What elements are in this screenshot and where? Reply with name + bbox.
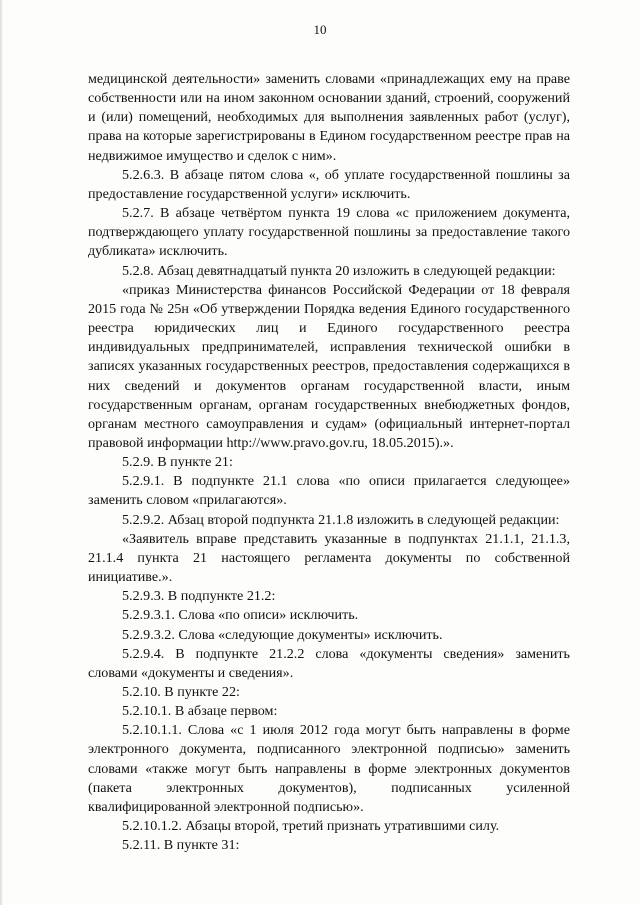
paragraph: 5.2.9.1. В подпункте 21.1 слова «по описи прилагается следующее» заменить словом «прилагаются». [88, 473, 570, 509]
paragraph: 5.2.7. В абзаце четвёртом пункта 19 слова «с приложением документа, подтверждающего уплату государственной пошлины за предоставление такого дубликата» исключить. [88, 205, 570, 260]
paragraph: 5.2.10.1. В абзаце первом: [122, 703, 278, 720]
paragraph: 5.2.9.3. В подпункте 21.2: [122, 588, 276, 605]
paragraph: «Заявитель вправе представить указанные в подпунктах 21.1.1, 21.1.3, 21.1.4 пункта 21 настоящего регламента документы по собственной инициативе.». [88, 530, 570, 586]
paragraph: 5.2.11. В пункте 31: [122, 837, 240, 854]
paragraph: 5.2.10.1.1. Слова «с 1 июля 2012 года могут быть направлены в форме электронного документа, подписанного электронной подписью» заменить словами «также могут быть направлены в форме электронных документов (пакета электронных документов), подписанных усиленной квалифицированной электронной подписью». [88, 722, 570, 815]
paragraph: 5.2.8. Абзац девятнадцатый пункта 20 изложить в следующей редакции: [122, 262, 556, 279]
paragraph: 5.2.9. В пункте 21: [122, 454, 233, 471]
paragraph: 5.2.9.3.2. Слова «следующие документы» исключить. [122, 626, 443, 643]
paragraph: 5.2.6.3. В абзаце пятом слова «, об уплате государственной пошлины за предоставление государственной услуги» исключить. [88, 166, 570, 202]
paragraph: 5.2.9.3.1. Слова «по описи» исключить. [122, 607, 359, 624]
scan-edge [0, 0, 3, 905]
paragraph: 5.2.9.4. В подпункте 21.2.2 слова «документы сведения» заменить словами «документы и сведения». [88, 645, 570, 681]
paragraph: 5.2.9.2. Абзац второй подпункта 21.1.8 изложить в следующей редакции: [122, 511, 560, 528]
paragraph: медицинской деятельности» заменить словами «принадлежащих ему на праве собственности или на ином законном основании зданий, строений, сооружений и (или) помещений, необходимых для выполнения заявленных работ (услуг), права на которые зарегистрированы в Едином государственном реестре прав на недвижимое имущество и сделок с ним». [88, 71, 570, 164]
paragraph: 5.2.10.1.2. Абзацы второй, третий признать утратившими силу. [122, 818, 500, 835]
document-body [88, 70, 570, 855]
paragraph: 5.2.10. В пункте 22: [122, 684, 240, 700]
page-number: 10 [313, 22, 327, 37]
paragraph: «приказ Министерства финансов Российской Федерации от 18 февраля 2015 года № 25н «Об утверждении Порядка ведения Единого государственного реестра юридических лиц и Единого государственного реестра индивидуальных предпринимателей, исправления технической ошибки в записях указанных государственных реестров, предоставления содержащихся в них сведений и документов органам государственной власти, иным государственным органам, органам государственных внебюджетных фондов, органам местного самоуправления и судам» (официальный интернет-портал правовой информации http://www.pravo.gov.ru, 18.05.2015).». [88, 281, 570, 451]
